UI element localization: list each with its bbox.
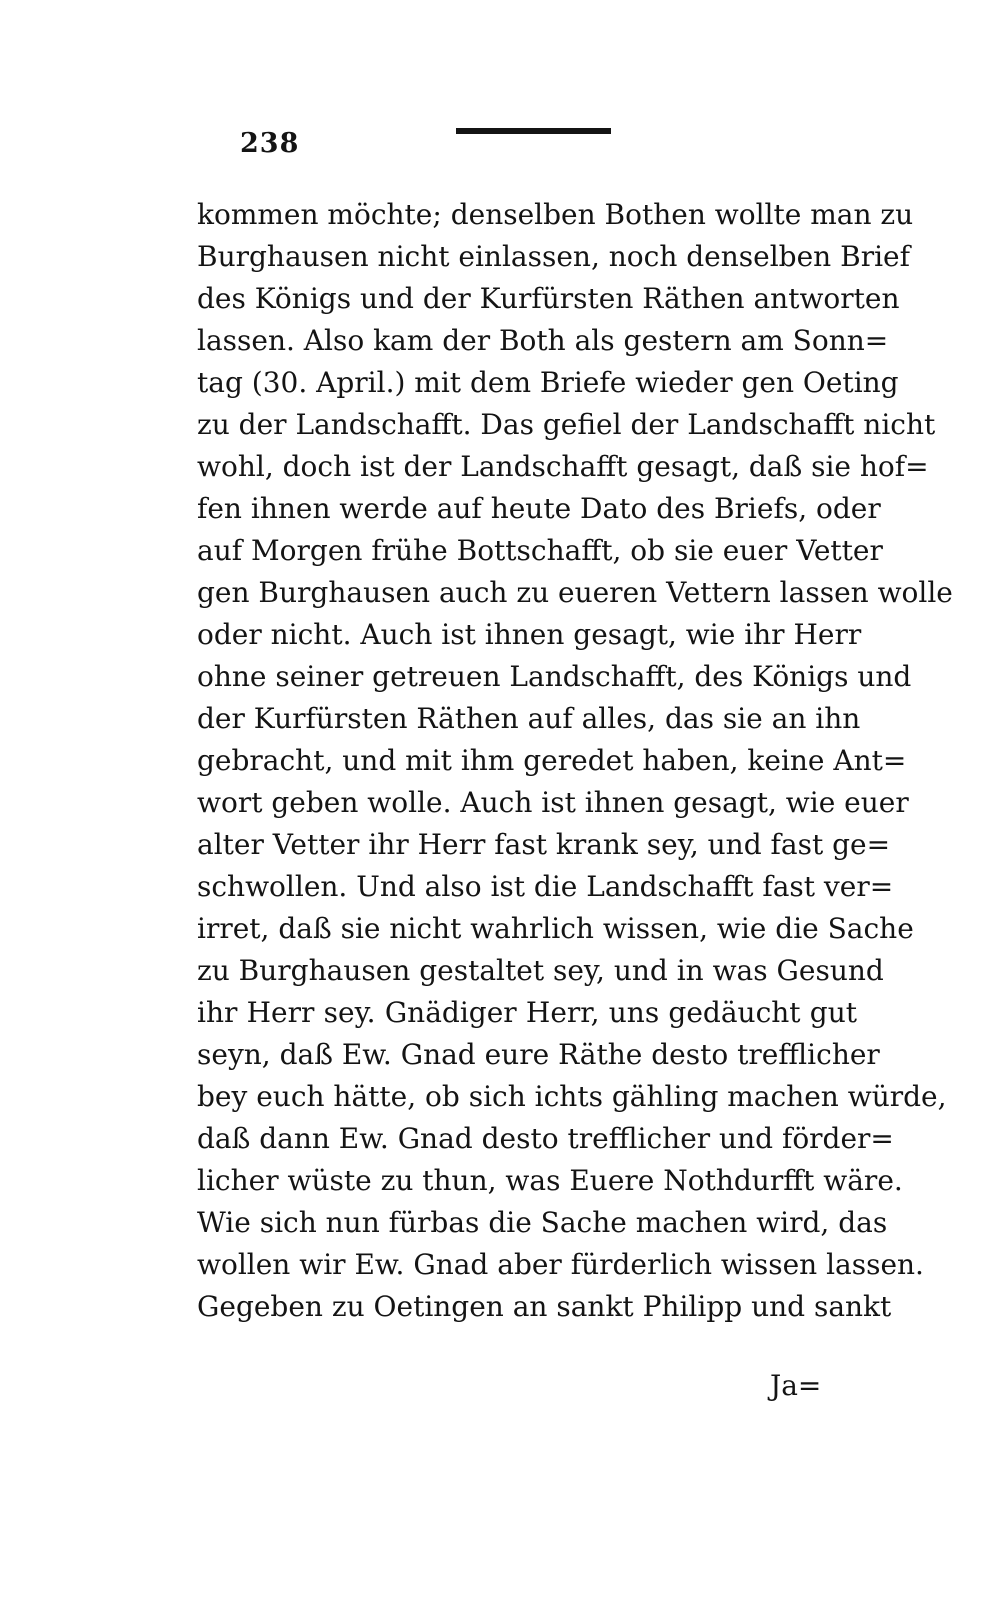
text-line: Wie sich nun fürbas die Sache machen wird, das [197, 1206, 888, 1239]
text-line: gebracht, und mit ihm geredet haben, keine Ant= [197, 744, 907, 777]
text-line: daß dann Ew. Gnad desto trefflicher und förder= [197, 1122, 894, 1155]
text-line: fen ihnen werde auf heute Dato des Briefs, oder [197, 492, 881, 525]
text-line: ihr Herr sey. Gnädiger Herr, uns gedäucht gut [197, 996, 857, 1029]
text-line: seyn, daß Ew. Gnad eure Räthe desto trefflicher [197, 1038, 880, 1071]
body-text [197, 194, 953, 1328]
text-line: kommen möchte; denselben Bothen wollte man zu [197, 198, 914, 231]
header-rule [456, 128, 611, 134]
text-line: tag (30. April.) mit dem Briefe wieder gen Oeting [197, 366, 899, 399]
page-number: 238 [240, 128, 300, 159]
text-line: zu der Landschafft. Das gefiel der Landschafft nicht [197, 408, 936, 441]
text-line: wollen wir Ew. Gnad aber fürderlich wissen lassen. [197, 1248, 924, 1281]
text-line: der Kurfürsten Räthen auf alles, das sie an ihn [197, 702, 861, 735]
text-line: zu Burghausen gestaltet sey, und in was Gesund [197, 954, 884, 987]
text-line: irret, daß sie nicht wahrlich wissen, wie die Sache [197, 912, 914, 945]
text-line: schwollen. Und also ist die Landschafft fast ver= [197, 870, 894, 903]
text-line: auf Morgen frühe Bottschafft, ob sie euer Vetter [197, 534, 883, 567]
text-line: ohne seiner getreuen Landschafft, des Königs und [197, 660, 912, 693]
catchword: Ja= [770, 1369, 822, 1402]
text-line: des Königs und der Kurfürsten Räthen antworten [197, 282, 900, 315]
text-line: alter Vetter ihr Herr fast krank sey, und fast ge= [197, 828, 891, 861]
text-line: gen Burghausen auch zu eueren Vettern lassen wolle [197, 576, 953, 609]
text-line: Gegeben zu Oetingen an sankt Philipp und sankt [197, 1290, 892, 1323]
text-line: oder nicht. Auch ist ihnen gesagt, wie ihr Herr [197, 618, 862, 651]
text-line: lassen. Also kam der Both als gestern am Sonn= [197, 324, 889, 357]
text-line: licher wüste zu thun, was Euere Nothdurfft wäre. [197, 1164, 903, 1197]
text-line: wohl, doch ist der Landschafft gesagt, daß sie hof= [197, 450, 929, 483]
text-line: Burghausen nicht einlassen, noch denselben Brief [197, 240, 910, 273]
text-line: bey euch hätte, ob sich ichts gähling machen würde, [197, 1080, 947, 1113]
text-line: wort geben wolle. Auch ist ihnen gesagt, wie euer [197, 786, 909, 819]
